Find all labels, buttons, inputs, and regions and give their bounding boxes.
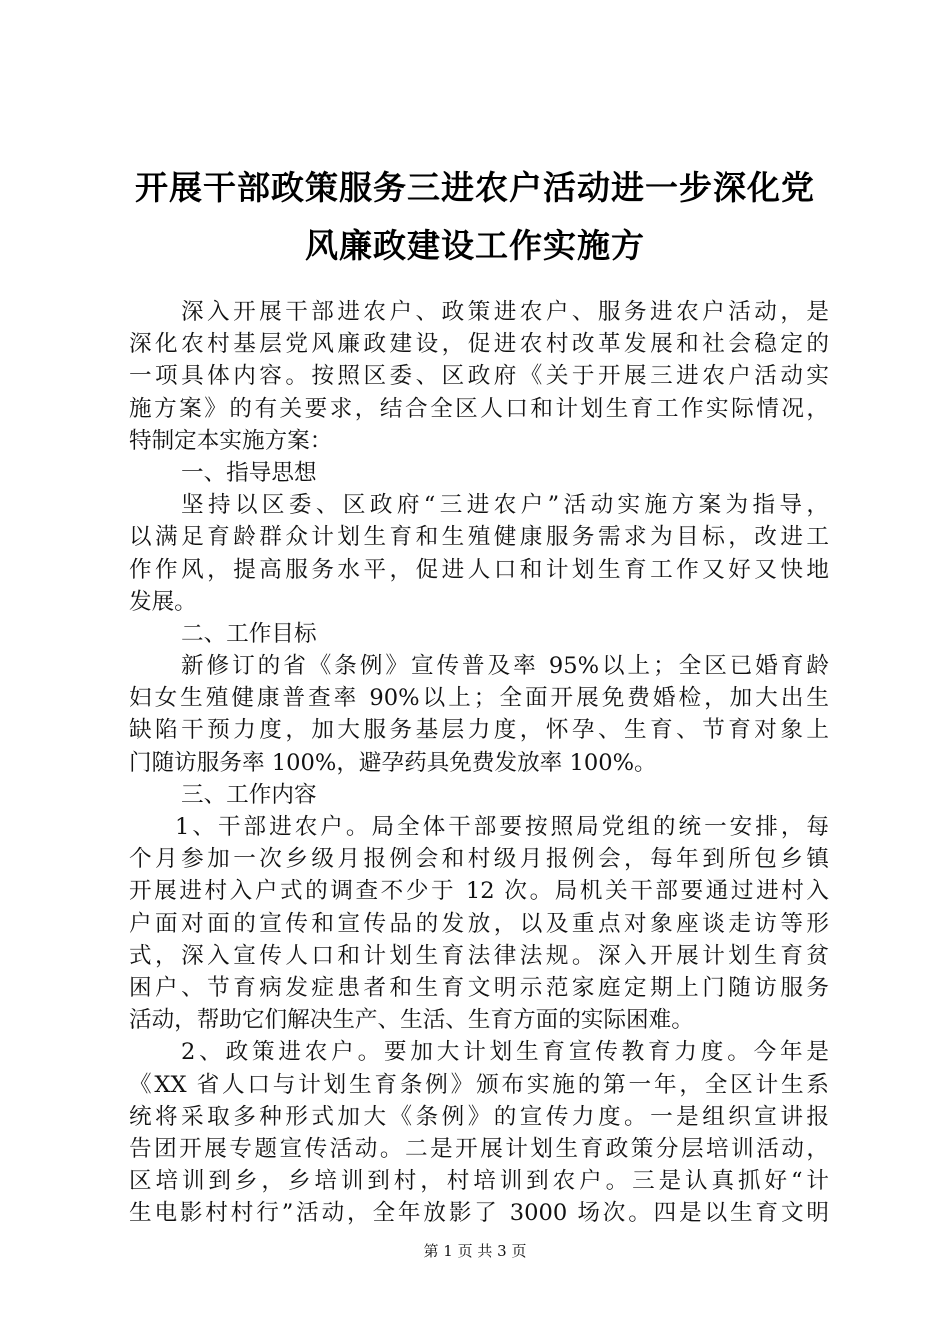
body-line: 新修订的省《条例》宣传普及率 95%以上；全区已婚育龄 (181, 653, 829, 680)
body-line: 深入开展干部进农户、政策进农户、服务进农户活动，是 (181, 299, 829, 325)
body-line: 个月参加一次乡级月报例会和村级月报例会，每年到所包乡镇 (129, 846, 829, 873)
body-line: 困户、节育病发症患者和生育文明示范家庭定期上门随访服务 (129, 974, 829, 1001)
section-heading: 二、工作目标 (181, 620, 317, 647)
body-line: 区培训到乡，乡培训到村，村培训到农户。三是认真抓好“计 (129, 1168, 829, 1195)
body-line: 告团开展专题宣传活动。二是开展计划生育政策分层培训活动， (129, 1135, 829, 1162)
body-line: 坚持以区委、区政府“三进农户”活动实施方案为指导， (181, 492, 829, 519)
body-line: 2、政策进农户。要加大计划生育宣传教育力度。今年是 (181, 1039, 829, 1066)
body-line: 发展。 (129, 588, 197, 615)
body-line: 统将采取多种形式加大《条例》的宣传力度。一是组织宣讲报 (129, 1103, 829, 1130)
body-line: 门随访服务率 100%，避孕药具免费发放率 100%。 (129, 749, 657, 776)
page-number-footer: 第 1 页 共 3 页 (423, 1242, 527, 1260)
body-line: 缺陷干预力度，加大服务基层力度，怀孕、生育、节育对象上 (129, 717, 829, 744)
body-line: 活动，帮助它们解决生产、生活、生育方面的实际困难。 (129, 1007, 694, 1034)
document-title-line-1: 开展干部政策服务三进农户活动进一步深化党 (135, 168, 815, 207)
section-heading: 一、指导思想 (181, 459, 317, 486)
body-line: 生电影村村行”活动，全年放影了 3000 场次。四是以生育文明 (129, 1200, 829, 1227)
body-line: 一项具体内容。按照区委、区政府《关于开展三进农户活动实 (129, 363, 829, 390)
body-line: 施方案》的有关要求，结合全区人口和计划生育工作实际情况， (129, 395, 829, 422)
body-line: 以满足育龄群众计划生育和生殖健康服务需求为目标，改进工 (129, 524, 829, 551)
section-heading: 三、工作内容 (181, 781, 317, 808)
body-line: 深化农村基层党风廉政建设，促进农村改革发展和社会稳定的 (129, 331, 829, 358)
body-line: 式，深入宣传人口和计划生育法律法规。深入开展计划生育贫 (129, 942, 829, 969)
body-line: 《XX 省人口与计划生育条例》颁布实施的第一年，全区计生系 (129, 1071, 829, 1098)
body-line: 特制定本实施方案： (129, 427, 333, 454)
body-line: 妇女生殖健康普查率 90%以上；全面开展免费婚检，加大出生 (129, 685, 829, 712)
body-line: 户面对面的宣传和宣传品的发放，以及重点对象座谈走访等形 (129, 910, 829, 937)
document-title-line-2: 风廉政建设工作实施方 (305, 226, 645, 265)
body-line: 1、干部进农户。局全体干部要按照局党组的统一安排，每 (175, 814, 829, 840)
document-body (129, 296, 829, 1229)
body-line: 开展进村入户式的调查不少于 12 次。局机关干部要通过进村入 (129, 878, 829, 905)
body-line: 作作风，提高服务水平，促进人口和计划生育工作又好又快地 (129, 556, 829, 583)
